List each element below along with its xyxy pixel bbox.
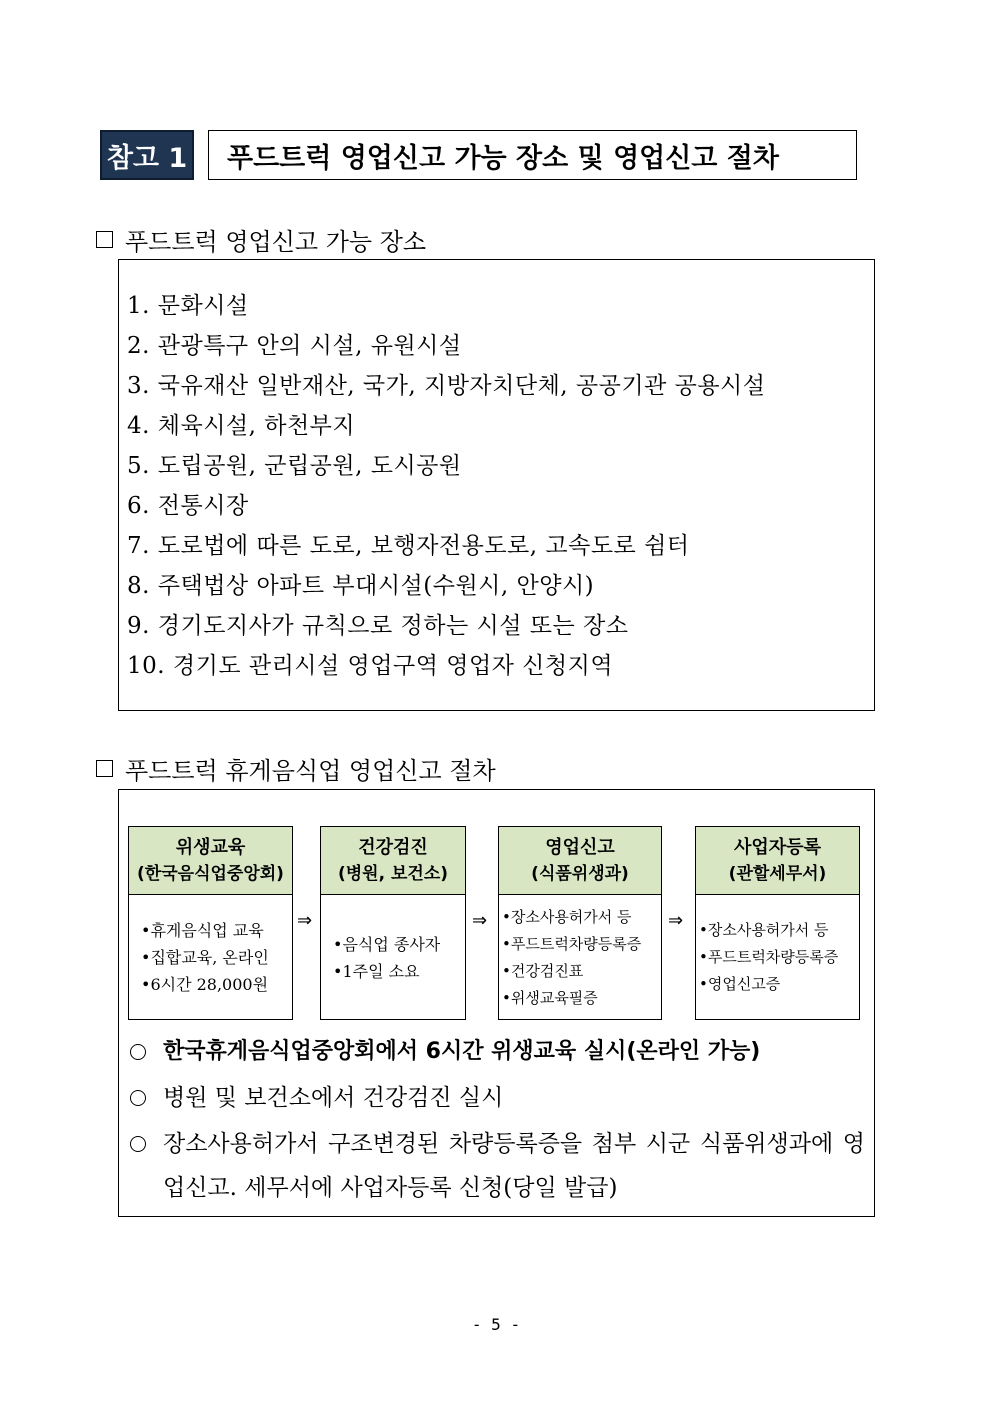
- list-item: 3. 국유재산 일반재산, 국가, 지방자치단체, 공공기관 공용시설: [127, 373, 766, 399]
- section-heading-procedure: [96, 751, 496, 786]
- step-health-check: [320, 826, 466, 1020]
- note-item: [130, 1030, 865, 1074]
- checkbox-square-icon: [96, 231, 113, 248]
- step-title: 영업신고: [545, 836, 615, 858]
- step-header: [499, 827, 661, 895]
- list-item: 9. 경기도지사가 규칙으로 정하는 시설 또는 장소: [127, 613, 629, 639]
- step-line: •영업신고증: [699, 975, 781, 993]
- step-body: [321, 895, 465, 1020]
- section-heading-text: 푸드트럭 휴게음식업 영업신고 절차: [125, 757, 496, 785]
- step-body: [129, 895, 292, 1020]
- arrow-right-icon: ⇒: [297, 910, 313, 931]
- step-header: [696, 827, 859, 895]
- step-body: [499, 895, 661, 1020]
- note-text: 장소사용허가서 구조변경된 차량등록증을 첨부 시군 식품위생과에 영업신고. 세무서에 사업자등록 신청(당일 발급): [163, 1131, 865, 1201]
- places-list: [127, 286, 765, 686]
- list-item: 10. 경기도 관리시설 영업구역 영업자 신청지역: [127, 653, 614, 679]
- note-item: [130, 1076, 865, 1120]
- page-number: - 5 -: [471, 1315, 521, 1334]
- list-item: 5. 도립공원, 군립공원, 도시공원: [127, 453, 462, 479]
- step-subtitle: (식품위생과): [531, 863, 629, 884]
- step-line: •6시간 28,000원: [141, 975, 269, 994]
- arrow-right-icon: ⇒: [668, 910, 684, 931]
- note-item: [130, 1122, 865, 1210]
- list-item: 6. 전통시장: [127, 493, 249, 519]
- step-header: [129, 827, 292, 895]
- step-line: •음식업 종사자: [333, 934, 441, 954]
- step-business-report: [498, 826, 662, 1020]
- step-business-registration: [695, 826, 860, 1020]
- note-text: 한국휴게음식업중앙회에서 6시간 위생교육 실시(온라인 가능): [163, 1039, 761, 1064]
- circle-bullet-icon: [130, 1090, 146, 1106]
- step-line: •푸드트럭차량등록증: [699, 948, 839, 966]
- circle-bullet-icon: [130, 1044, 146, 1060]
- page-title: 푸드트럭 영업신고 가능 장소 및 영업신고 절차: [208, 130, 857, 180]
- list-item: 2. 관광특구 안의 시설, 유원시설: [127, 333, 462, 359]
- step-hygiene-education: [128, 826, 293, 1020]
- procedure-notes: [130, 1030, 865, 1210]
- step-line: •1주일 소요: [333, 961, 420, 981]
- step-subtitle: (한국음식업중앙회): [137, 863, 284, 884]
- step-line: •장소사용허가서 등: [699, 921, 829, 939]
- step-subtitle: (병원, 보건소): [337, 863, 449, 884]
- list-item: 8. 주택법상 아파트 부대시설(수원시, 안양시): [127, 573, 595, 599]
- step-header: [321, 827, 465, 895]
- step-title: 사업자등록: [734, 836, 821, 858]
- step-line: •푸드트럭차량등록증: [502, 934, 642, 953]
- places-list-box: [118, 259, 875, 711]
- step-title: 위생교육: [175, 836, 246, 858]
- list-item: 4. 체육시설, 하천부지: [127, 413, 356, 439]
- list-item: 1. 문화시설: [127, 293, 249, 319]
- step-line: •집합교육, 온라인: [141, 948, 269, 967]
- note-text: 병원 및 보건소에서 건강검진 실시: [163, 1085, 504, 1111]
- step-line: •건강검진표: [502, 961, 584, 980]
- circle-bullet-icon: [130, 1136, 146, 1152]
- section-heading-text: 푸드트럭 영업신고 가능 장소: [125, 228, 427, 256]
- step-line: •휴게음식업 교육: [141, 921, 264, 940]
- step-line: •위생교육필증: [502, 988, 598, 1007]
- checkbox-square-icon: [96, 760, 113, 777]
- step-subtitle: (관할세무서): [728, 863, 827, 884]
- step-line: •장소사용허가서 등: [502, 907, 632, 926]
- section-heading-places: [96, 222, 426, 257]
- list-item: 7. 도로법에 따른 도로, 보행자전용도로, 고속도로 쉼터: [127, 533, 690, 559]
- arrow-right-icon: ⇒: [472, 910, 488, 931]
- step-title: 건강검진: [358, 836, 428, 858]
- step-body: [696, 895, 859, 1020]
- reference-tag: 참고 1: [100, 130, 194, 180]
